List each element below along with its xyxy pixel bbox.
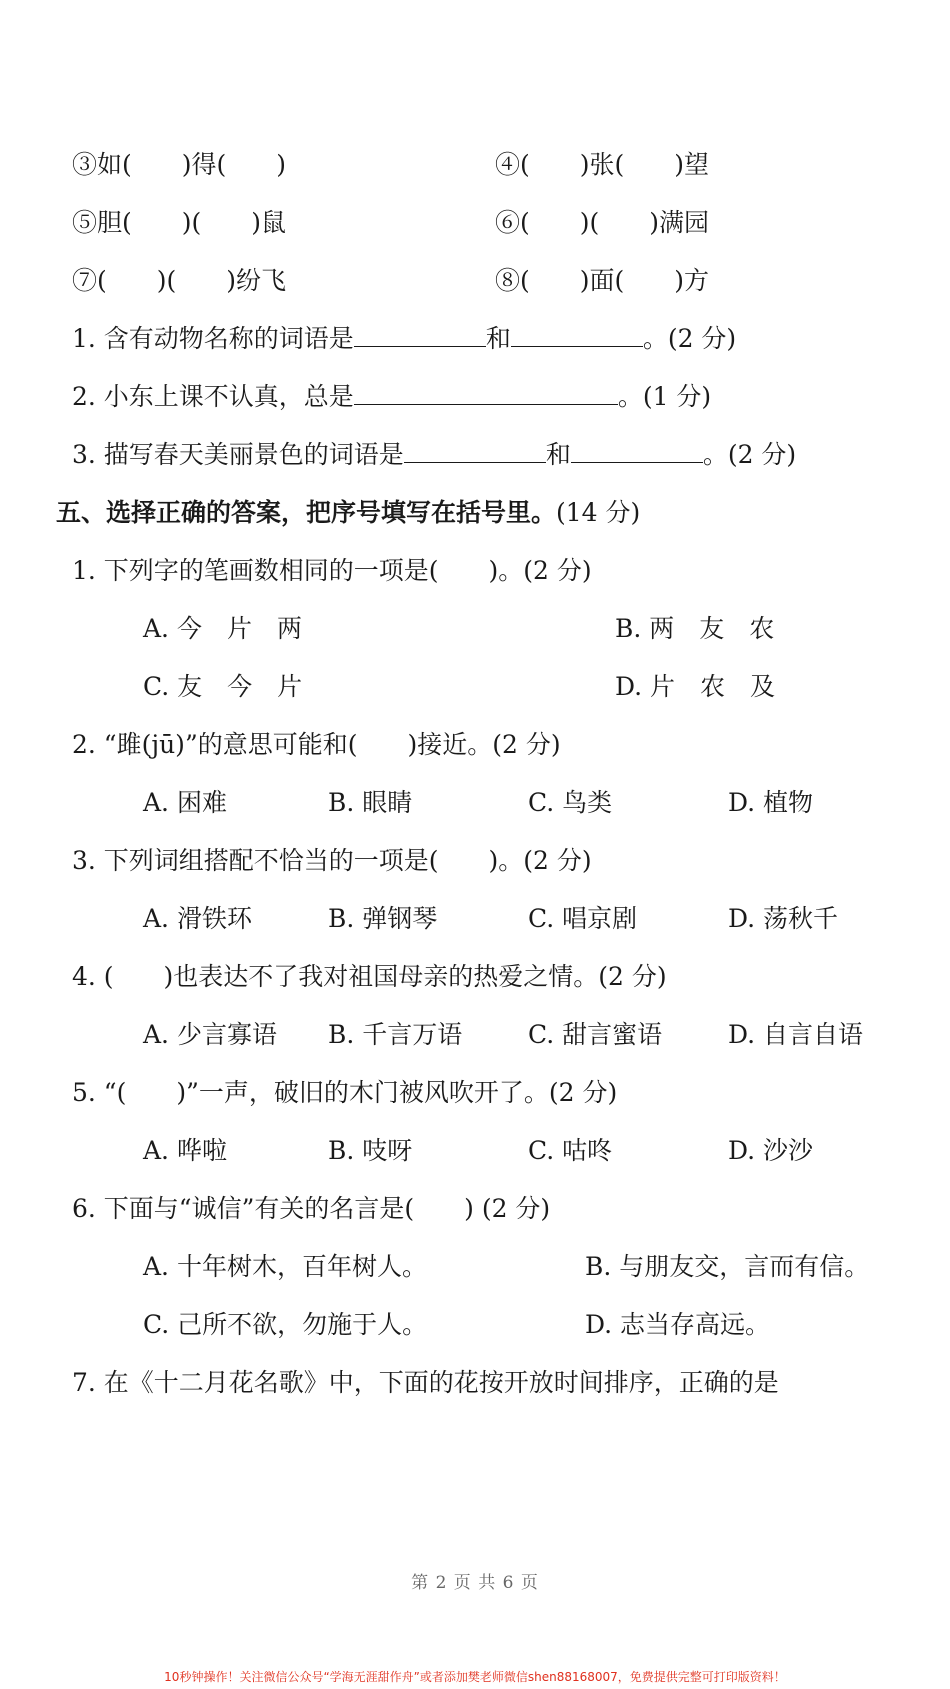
q3-option-c[interactable]: C. 唱京剧 [528, 904, 638, 933]
q1-option-a[interactable]: A. 今 片 两 [143, 614, 302, 643]
q5-option-c[interactable]: C. 咕咚 [528, 1136, 613, 1165]
fill-question-1 [72, 322, 736, 356]
q5-option-b[interactable]: B. 吱呀 [328, 1136, 413, 1165]
q3-option-b[interactable]: B. 弹钢琴 [328, 904, 438, 933]
answer-blank[interactable] [511, 324, 643, 347]
q1-option-c[interactable]: C. 友 今 片 [143, 672, 303, 701]
question-6-stem: 6. 下面与“诚信”有关的名言是( ) (2 分) [72, 1194, 551, 1223]
q4-option-a[interactable]: A. 少言寡语 [143, 1020, 277, 1049]
idiom-3: ③如( )得( ) [72, 150, 287, 179]
fill-q3-points: 。(2 分) [702, 440, 797, 469]
q6-option-a[interactable]: A. 十年树木，百年树人。 [143, 1252, 427, 1281]
q5-option-a[interactable]: A. 哗啦 [143, 1136, 227, 1165]
fill-question-2 [72, 380, 711, 414]
page-number: 第 2 页 共 6 页 [411, 1573, 539, 1593]
q3-option-d[interactable]: D. 荡秋千 [728, 904, 839, 933]
answer-blank[interactable] [354, 324, 486, 347]
answer-blank[interactable] [571, 440, 703, 463]
q5-option-d[interactable]: D. 沙沙 [728, 1136, 814, 1165]
question-1-stem: 1. 下列字的笔画数相同的一项是( )。(2 分) [72, 556, 592, 585]
idiom-8: ⑧( )面( )方 [495, 266, 710, 295]
fill-q3-text: 3. 描写春天美丽景色的词语是 [72, 440, 404, 469]
q2-option-b[interactable]: B. 眼睛 [328, 788, 413, 817]
q4-option-d[interactable]: D. 自言自语 [728, 1020, 864, 1049]
idiom-6: ⑥( )( )满园 [495, 208, 710, 237]
q6-option-b[interactable]: B. 与朋友交，言而有信。 [585, 1252, 870, 1281]
fill-q3-and: 和 [545, 440, 571, 469]
fill-question-3 [72, 438, 796, 472]
question-7-stem: 7. 在《十二月花名歌》中，下面的花按开放时间排序，正确的是 [72, 1368, 779, 1397]
promo-banner: 10秒钟操作！关注微信公众号“学海无涯甜作舟”或者添加樊老师微信shen88168007，免费提供完整可打印版资料！ [164, 1670, 786, 1684]
answer-blank[interactable] [354, 382, 618, 405]
q3-option-a[interactable]: A. 滑铁环 [143, 904, 252, 933]
question-2-stem: 2. “雎(jū)”的意思可能和( )接近。(2 分) [72, 730, 561, 759]
q6-option-d[interactable]: D. 志当存高远。 [585, 1310, 771, 1339]
section-5-heading [56, 496, 640, 530]
fill-q2-points: 。(1 分) [617, 382, 712, 411]
section-5-points: (14 分) [556, 498, 641, 527]
idiom-7: ⑦( )( )纷飞 [72, 266, 287, 295]
q1-option-b[interactable]: B. 两 友 农 [615, 614, 775, 643]
question-4-stem: 4. ( )也表达不了我对祖国母亲的热爱之情。(2 分) [72, 962, 667, 991]
question-5-stem: 5. “( )”一声，破旧的木门被风吹开了。(2 分) [72, 1078, 618, 1107]
section-5-title: 五、选择正确的答案，把序号填写在括号里。 [56, 498, 557, 527]
answer-blank[interactable] [404, 440, 546, 463]
q2-option-c[interactable]: C. 鸟类 [528, 788, 613, 817]
fill-q1-text: 1. 含有动物名称的词语是 [72, 324, 354, 353]
q6-option-c[interactable]: C. 己所不欲，勿施于人。 [143, 1310, 428, 1339]
q4-option-b[interactable]: B. 千言万语 [328, 1020, 463, 1049]
q2-option-d[interactable]: D. 植物 [728, 788, 814, 817]
idiom-5: ⑤胆( )( )鼠 [72, 208, 287, 237]
idiom-4: ④( )张( )望 [495, 150, 710, 179]
fill-q2-text: 2. 小东上课不认真，总是 [72, 382, 354, 411]
q1-option-d[interactable]: D. 片 农 及 [615, 672, 776, 701]
q2-option-a[interactable]: A. 困难 [143, 788, 227, 817]
question-3-stem: 3. 下列词组搭配不恰当的一项是( )。(2 分) [72, 846, 592, 875]
q4-option-c[interactable]: C. 甜言蜜语 [528, 1020, 663, 1049]
fill-q1-points: 。(2 分) [642, 324, 737, 353]
fill-q1-and: 和 [485, 324, 511, 353]
